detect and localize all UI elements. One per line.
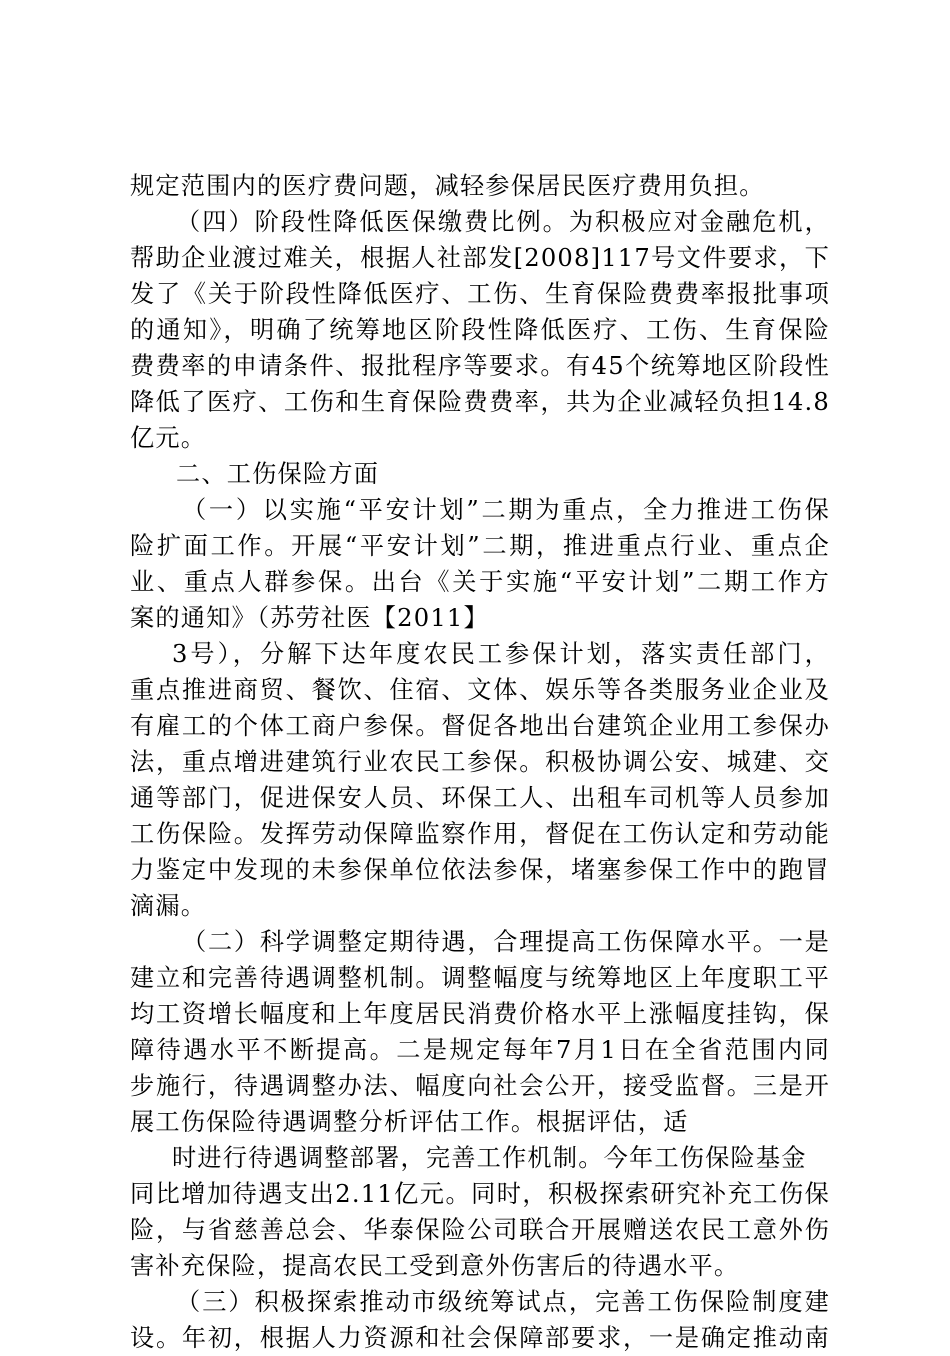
text-line: （一）以实施“平安计划”二期为重点，全力推进工伤保 (182, 496, 830, 524)
text-line: 费费率的申请条件、报批程序等要求。有45个统筹地区阶段性 (130, 352, 830, 380)
text-line: 同比增加待遇支出2.11亿元。同时，积极探索研究补充工伤保 (130, 1180, 830, 1208)
text-line: 规定范围内的医疗费问题，减轻参保居民医疗费用负担。 (130, 172, 765, 200)
text-line: 重点推进商贸、餐饮、住宿、文体、娱乐等各类服务业企业及 (130, 676, 830, 704)
text-line: 建立和完善待遇调整机制。调整幅度与统筹地区上年度职工平 (130, 964, 830, 992)
text-line: 步施行，待遇调整办法、幅度向社会公开，接受监督。三是开 (130, 1072, 830, 1100)
text-line: 滴漏。 (130, 892, 207, 920)
text-line: 障待遇水平不断提高。二是规定每年7月1日在全省范围内同 (130, 1036, 830, 1064)
text-line: 险，与省慈善总会、华泰保险公司联合开展赠送农民工意外伤 (130, 1216, 830, 1244)
text-line: 时进行待遇调整部署，完善工作机制。今年工伤保险基金 (172, 1144, 807, 1172)
text-line: 通等部门，促进保安人员、环保工人、出租车司机等人员参加 (130, 784, 830, 812)
text-line: 均工资增长幅度和上年度居民消费价格水平上涨幅度挂钩，保 (130, 1000, 830, 1028)
text-line: 发了《关于阶段性降低医疗、工伤、生育保险费费率报批事项 (130, 280, 830, 308)
text-line: 力鉴定中发现的未参保单位依法参保，堵塞参保工作中的跑冒 (130, 856, 830, 884)
text-line: （二）科学调整定期待遇，合理提高工伤保障水平。一是 (182, 928, 830, 956)
text-line: 案的通知》（苏劳社医【2011】 (130, 604, 489, 632)
text-line: 害补充保险，提高农民工受到意外伤害后的待遇水平。 (130, 1252, 740, 1280)
text-line: 的通知》，明确了统筹地区阶段性降低医疗、工伤、生育保险 (130, 316, 830, 344)
text-line: 3号），分解下达年度农民工参保计划，落实责任部门， (172, 640, 830, 668)
text-line: 展工伤保险待遇调整分析评估工作。根据评估，适 (130, 1108, 689, 1136)
text-line: 有雇工的个体工商户参保。督促各地出台建筑企业用工参保办 (130, 712, 830, 740)
text-line: 工伤保险。发挥劳动保障监察作用，督促在工伤认定和劳动能 (130, 820, 830, 848)
text-line: 降低了医疗、工伤和生育保险费费率，共为企业减轻负担14.8 (130, 388, 830, 416)
text-line: 业、重点人群参保。出台《关于实施“平安计划”二期工作方 (130, 568, 830, 596)
text-line: 亿元。 (130, 424, 207, 452)
text-line: （四）阶段性降低医保缴费比例。为积极应对金融危机， (176, 208, 830, 236)
text-line: 设。年初，根据人力资源和社会保障部要求，一是确定推动南 (130, 1324, 830, 1352)
section-heading: 二、工伤保险方面 (176, 460, 380, 488)
text-line: 帮助企业渡过难关，根据人社部发[2008]117号文件要求，下 (130, 244, 830, 272)
text-line: 险扩面工作。开展“平安计划”二期，推进重点行业、重点企 (130, 532, 830, 560)
text-line: 法，重点增进建筑行业农民工参保。积极协调公安、城建、交 (130, 748, 830, 776)
text-line: （三）积极探索推动市级统筹试点，完善工伤保险制度建 (176, 1288, 830, 1316)
document-body (130, 168, 830, 1356)
